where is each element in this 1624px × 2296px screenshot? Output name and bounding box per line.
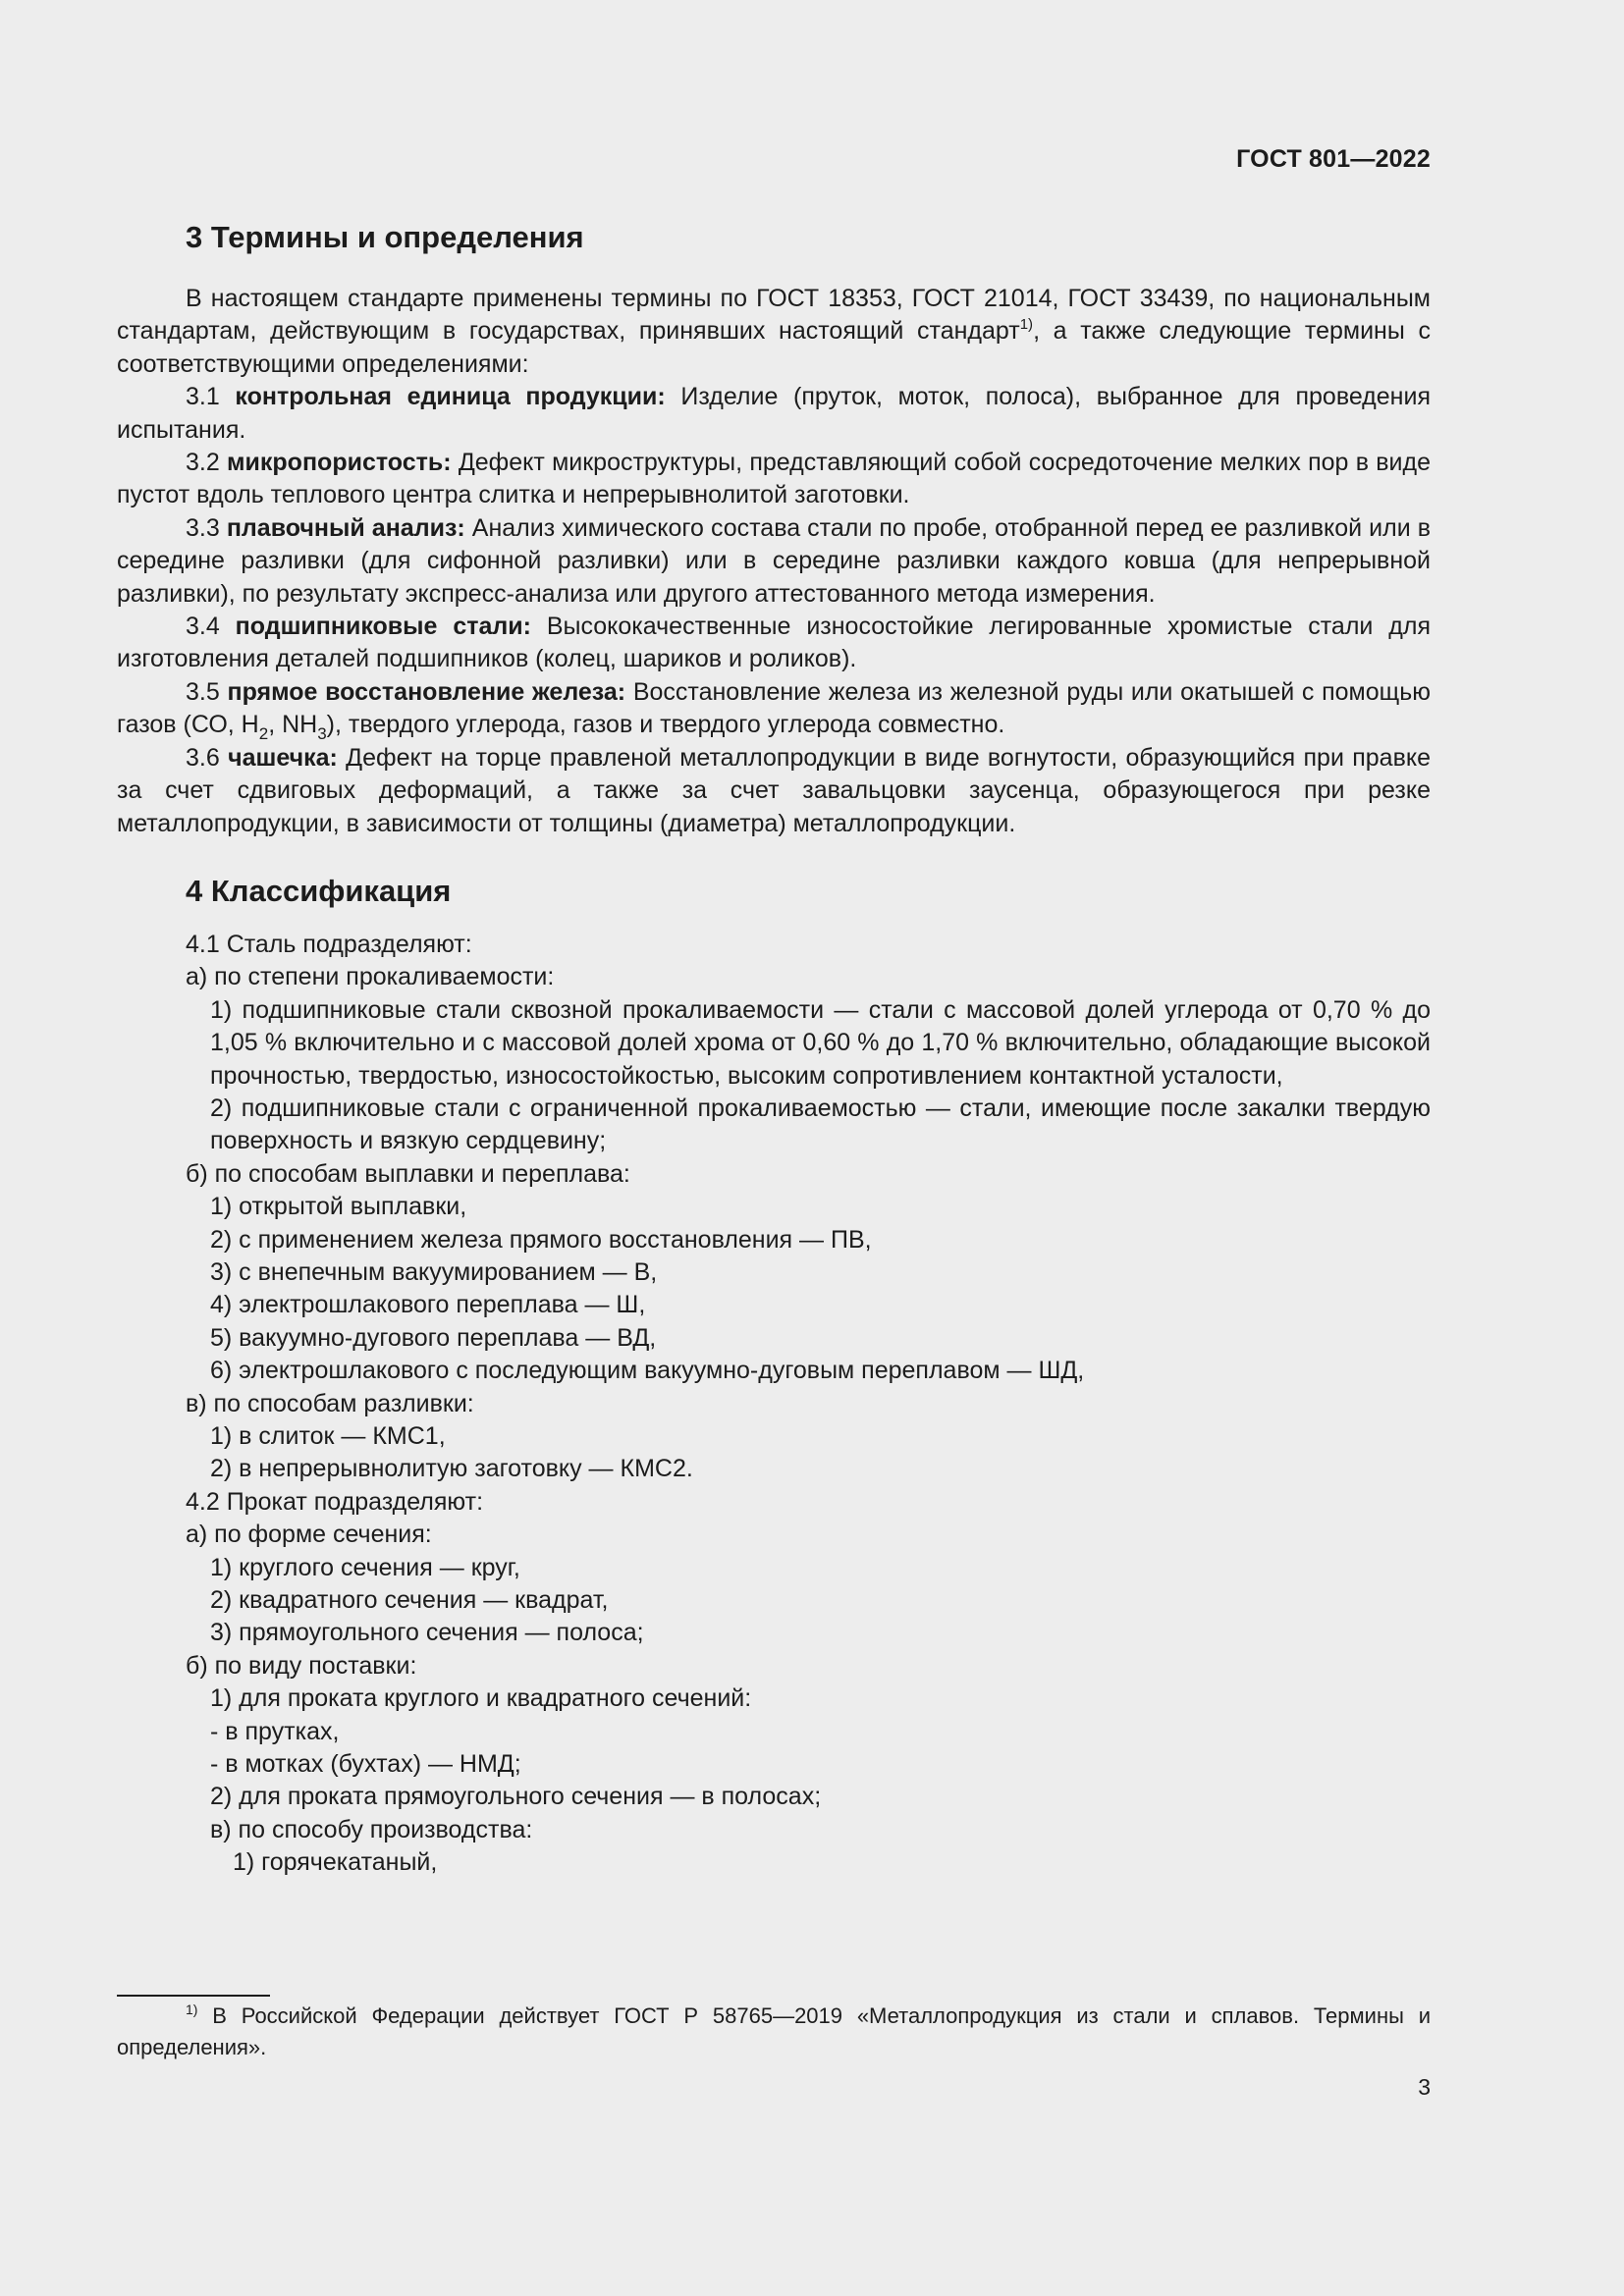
term-name: контрольная единица продукции: [235, 383, 666, 411]
list-item: 6) электрошлакового с последующим вакуумно-дуговым переплавом — ШД, [210, 1357, 1085, 1385]
list-item: а) по форме сечения: [186, 1521, 432, 1549]
list-item: 1) в слиток — КМС1, [210, 1422, 446, 1450]
clause-4-1: 4.1 Сталь подразделяют: [186, 930, 472, 958]
term-name: чашечка: [228, 743, 338, 772]
list-item: в) по способу производства: [210, 1815, 533, 1843]
term-3-6: 3.6 чашечка: Дефект на торце правленой металлопродукции в виде вогнутости, образующийся при правке за счет сдвиговых деформаций, а также за счет завальцовки заусенца, образующегося при резке металлопродукции, в зависимости от толщины (диаметра) металлопродукции. [117, 743, 1431, 837]
list-item: - в мотках (бухтах) — НМД; [210, 1750, 521, 1779]
clause-4-2: 4.2 Прокат подразделяют: [186, 1487, 484, 1516]
list-item: 3) прямоугольного сечения — полоса; [210, 1619, 644, 1647]
list-item: 2) с применением железа прямого восстановления — ПВ, [210, 1225, 872, 1254]
term-name: прямое восстановление железа: [227, 677, 626, 706]
list-item: а) по степени прокаливаемости: [186, 963, 555, 991]
footnote-ref: 1) [1019, 316, 1034, 334]
list-item: 2) подшипниковые стали с ограниченной прокаливаемостью — стали, имеющие после закалки твердую поверхность и вязкую сердцевину; [210, 1094, 1431, 1155]
footnote: $^{1)}$ В Российской Федерации действует ГОСТ Р 58765—2019 «Металлопродукция из стали и сплавов. Термины и определения». [117, 2002, 1431, 2059]
section-3-title: 3 Термины и определения [186, 220, 584, 254]
footnote-marker: 1) [186, 2002, 198, 2017]
list-item: б) по виду поставки: [186, 1651, 417, 1680]
term-3-5: 3.5 прямое восстановление железа: Восстановление железа из железной руды или окатышей с помощью газов (СО, $Н_2$, $NH_3$), твердого углерода, газов и твердого углерода совместно. [117, 677, 1431, 744]
term-name: подшипниковые стали: [235, 613, 531, 641]
list-item: 4) электрошлакового переплава — Ш, [210, 1291, 646, 1319]
list-item: 2) для проката прямоугольного сечения — в полосах; [210, 1783, 822, 1811]
footnote-separator [117, 1995, 270, 1997]
main-content [117, 218, 1431, 1880]
term-3-3: 3.3 плавочный анализ: Анализ химического состава стали по пробе, отобранной перед ее разливкой или в середине разливки (для сифонной разливки) или в середине разливки каждого ковша (для непрерывной разливки), по результату экспресс-анализа или другого аттестованного метода измерения. [117, 513, 1432, 608]
list-item: 1) для проката круглого и квадратного сечений: [210, 1684, 752, 1713]
list-item: 1) горячекатаный, [233, 1848, 438, 1877]
list-item: 2) в непрерывнолитую заготовку — КМС2. [210, 1455, 693, 1483]
list-item: 1) открытой выплавки, [210, 1193, 467, 1221]
section-3-intro: В настоящем стандарте применены термины по ГОСТ 18353, ГОСТ 21014, ГОСТ 33439, по национальным стандартам, действующим в государствах, принявших настоящий стандарт$^{1)}$, а также следующие термины с соответствующими определениями: [117, 285, 1432, 378]
document-code: ГОСТ 801—2022 [1236, 145, 1431, 173]
term-name: микропористость: [227, 449, 452, 477]
term-3-1: 3.1 контрольная единица продукции: Изделие (пруток, моток, полоса), выбранное для проведения испытания. [117, 383, 1431, 444]
section-4-title: 4 Классификация [186, 873, 452, 908]
list-item: 1) подшипниковые стали сквозной прокаливаемости — стали с массовой долей углерода от 0,70 % до 1,05 % включительно и с массовой долей хрома от 0,60 % до 1,70 % включительно, обладающие высокой прочностью, твердостью, износостойкостью, высоким сопротивлением контактной усталости, [210, 995, 1431, 1090]
list-item: - в прутках, [210, 1717, 340, 1745]
list-item: 3) с внепечным вакуумированием — В, [210, 1257, 658, 1286]
page-number: 3 [1418, 2074, 1431, 2100]
term-3-2: 3.2 микропористость: Дефект микроструктуры, представляющий собой сосредоточение мелких пор в виде пустот вдоль теплового центра слитка и непрерывнолитой заготовки. [117, 449, 1431, 509]
term-name: плавочный анализ: [226, 513, 465, 542]
term-3-4: 3.4 подшипниковые стали: Высококачественные износостойкие легированные хромистые стали для изготовления деталей подшипников (колец, шариков и роликов). [117, 613, 1431, 673]
list-item: 2) квадратного сечения — квадрат, [210, 1586, 609, 1615]
list-item: б) по способам выплавки и переплава: [186, 1159, 630, 1188]
list-item: 5) вакуумно-дугового переплава — ВД, [210, 1323, 657, 1352]
list-item: в) по способам разливки: [186, 1389, 474, 1417]
list-item: 1) круглого сечения — круг, [210, 1553, 520, 1581]
